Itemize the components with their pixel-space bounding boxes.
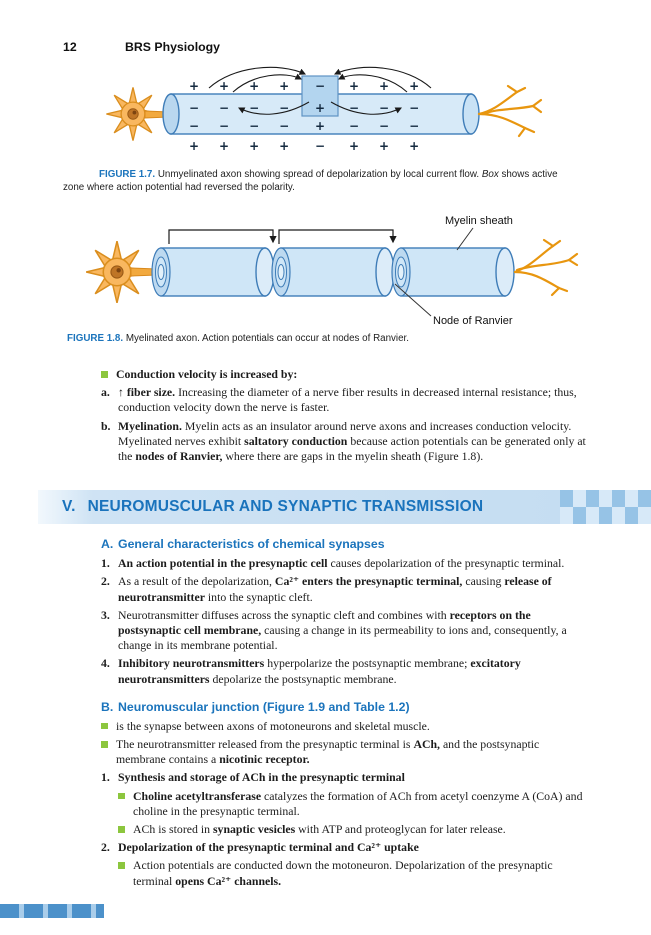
- section-v-banner: [38, 490, 651, 524]
- book-title: BRS Physiology: [125, 40, 220, 54]
- bullet-line: [118, 858, 589, 888]
- section-a-heading: [101, 537, 589, 552]
- node-of-ranvier-label: Node of Ranvier: [433, 315, 513, 327]
- subsection-heading-text: Depolarization of the presynaptic terminal and Ca²⁺ uptake: [118, 840, 419, 855]
- axon-terminal-branches: [479, 86, 541, 136]
- axon-terminal-branches: [515, 240, 577, 295]
- subsection-heading: [101, 840, 589, 855]
- figure-1-8-caption: [67, 332, 588, 345]
- list-item-text: As a result of the depolarization, Ca²⁺ enters the presynaptic terminal, causing release of neurotransmitter into the synaptic cleft.: [118, 574, 552, 604]
- section-b-marker: B.: [101, 699, 114, 714]
- charges-outside-bottom-left: ++++: [189, 139, 310, 153]
- subsection-heading-text: Synthesis and storage of ACh in the presynaptic terminal: [118, 770, 405, 785]
- figure-1-8-caption-text: Myelinated axon. Action potentials can occur at nodes of Ranvier.: [125, 333, 410, 344]
- conduction-bullet-line: [101, 367, 589, 382]
- charge-outside-bottom-mid: −: [315, 139, 326, 153]
- page-header: [63, 40, 588, 54]
- saltatory-conduction-arrows: [169, 230, 393, 244]
- charges-outside-top-left: ++++: [189, 79, 310, 93]
- section-a-marker: A.: [101, 537, 114, 552]
- section-b-heading: [101, 700, 589, 715]
- list-item: [101, 656, 589, 686]
- list-item-fiber-size: [101, 385, 589, 415]
- list-item-text: ↑ fiber size. Increasing the diameter of a nerve fiber results in decreased internal resistance; thus, conduction velocity down the nerve is faster.: [118, 385, 577, 415]
- checker-row: [560, 490, 651, 507]
- list-marker: b.: [101, 418, 111, 433]
- figure-1-8-myelinated-axon: [65, 212, 610, 330]
- list-item-text: An action potential in the presynaptic cell causes depolarization of the presynaptic terminal.: [118, 556, 565, 571]
- green-square-bullet: [101, 741, 108, 748]
- charges-outside-bottom-right: +++: [349, 139, 440, 153]
- list-item-text: Myelination. Myelin acts as an insulator around nerve axons and increases conduction velocity. Myelinated nerves exhibit saltatory conduction because action potentials can be generated only at the nodes of Ranvier, where there are gaps in the myelin sheath (Figure 1.8).: [118, 418, 586, 464]
- charge-box-inside: +: [315, 101, 326, 115]
- charges-inside-top-left: −−−−: [189, 101, 310, 115]
- list-marker: 3.: [101, 607, 110, 622]
- bullet-text: Action potentials are conducted down the motoneuron. Depolarization of the presynaptic terminal opens Ca²⁺ channels.: [133, 858, 553, 888]
- green-square-bullet: [101, 371, 108, 378]
- figure-1-7-caption-label: FIGURE 1.7.: [99, 169, 156, 180]
- green-square-bullet: [118, 793, 125, 800]
- checker-row: [560, 507, 651, 524]
- bullet-line: [101, 737, 589, 767]
- banner-checker-decoration: [560, 490, 651, 524]
- figure-1-7-unmyelinated-axon: [93, 62, 563, 162]
- page-number: 12: [63, 40, 77, 54]
- list-item-text: Inhibitory neurotransmitters hyperpolarize the postsynaptic membrane; excitatory neurotransmitters depolarize the postsynaptic membrane.: [118, 656, 521, 686]
- charges-outside-top-right: +++: [349, 79, 440, 93]
- section-b-heading-text: Neuromuscular junction (Figure 1.9 and Table 1.2): [118, 699, 410, 714]
- bullet-text: ACh is stored in synaptic vesicles with ATP and proteoglycan for later release.: [133, 822, 506, 837]
- myelin-segments: [152, 248, 514, 296]
- green-square-bullet: [118, 826, 125, 833]
- figure-1-7-caption-text: Unmyelinated axon showing spread of depolarization by local current flow. Box shows active zone where action potential had reversed the polarity.: [63, 169, 558, 193]
- charges-inside-bottom-left: −−−−: [189, 119, 310, 133]
- myelin-leader-line: [457, 228, 473, 250]
- list-marker: a.: [101, 385, 110, 400]
- section-a-heading-text: General characteristics of chemical synapses: [118, 537, 385, 552]
- bullet-line: [118, 822, 589, 837]
- list-item: [101, 556, 589, 571]
- green-square-bullet: [118, 862, 125, 869]
- conduction-bullet-text: Conduction velocity is increased by:: [116, 367, 298, 381]
- charge-inside-bottom-mid: +: [315, 119, 326, 133]
- section-v-marker: V.: [62, 498, 76, 516]
- bullet-line: [101, 719, 589, 734]
- list-marker: 2.: [101, 840, 110, 855]
- bullet-text: is the synapse between axons of motoneurons and skeletal muscle.: [116, 718, 430, 733]
- list-marker: 2.: [101, 574, 110, 589]
- subsection-heading: [101, 770, 589, 785]
- section-v-title: NEUROMUSCULAR AND SYNAPTIC TRANSMISSION: [87, 498, 484, 516]
- page-footer-decoration: [0, 904, 104, 918]
- charges-inside-top-right: −−−: [349, 101, 440, 115]
- bullet-text: The neurotransmitter released from the presynaptic terminal is ACh, and the postsynaptic membrane contains a nicotinic receptor.: [116, 737, 540, 767]
- figure-1-7-caption: [63, 168, 563, 194]
- conduction-velocity-block: [101, 367, 589, 464]
- bullet-text: Choline acetyltransferase catalyzes the formation of ACh from acetyl coenzyme A (CoA) and choline in the presynaptic terminal.: [133, 788, 583, 818]
- myelin-sheath-label: Myelin sheath: [445, 215, 513, 227]
- list-marker: 4.: [101, 656, 110, 671]
- list-item-text: Neurotransmitter diffuses across the synaptic cleft and combines with receptors on the postsynaptic cell membrane, causing a change in its permeability to ions and, consequently, a change in its membrane potential.: [118, 607, 567, 653]
- charges-inside-bottom-right: −−−: [349, 119, 440, 133]
- charge-box-outside: −: [315, 79, 326, 93]
- list-item-myelination: [101, 419, 589, 465]
- figure-1-8-caption-label: FIGURE 1.8.: [67, 333, 124, 344]
- section-a: [101, 537, 589, 687]
- green-square-bullet: [101, 723, 108, 730]
- list-item: [101, 574, 589, 604]
- list-item: [101, 608, 589, 654]
- list-marker: 1.: [101, 556, 110, 571]
- list-marker: 1.: [101, 770, 110, 785]
- section-b: [101, 700, 589, 889]
- bullet-line: [118, 789, 589, 819]
